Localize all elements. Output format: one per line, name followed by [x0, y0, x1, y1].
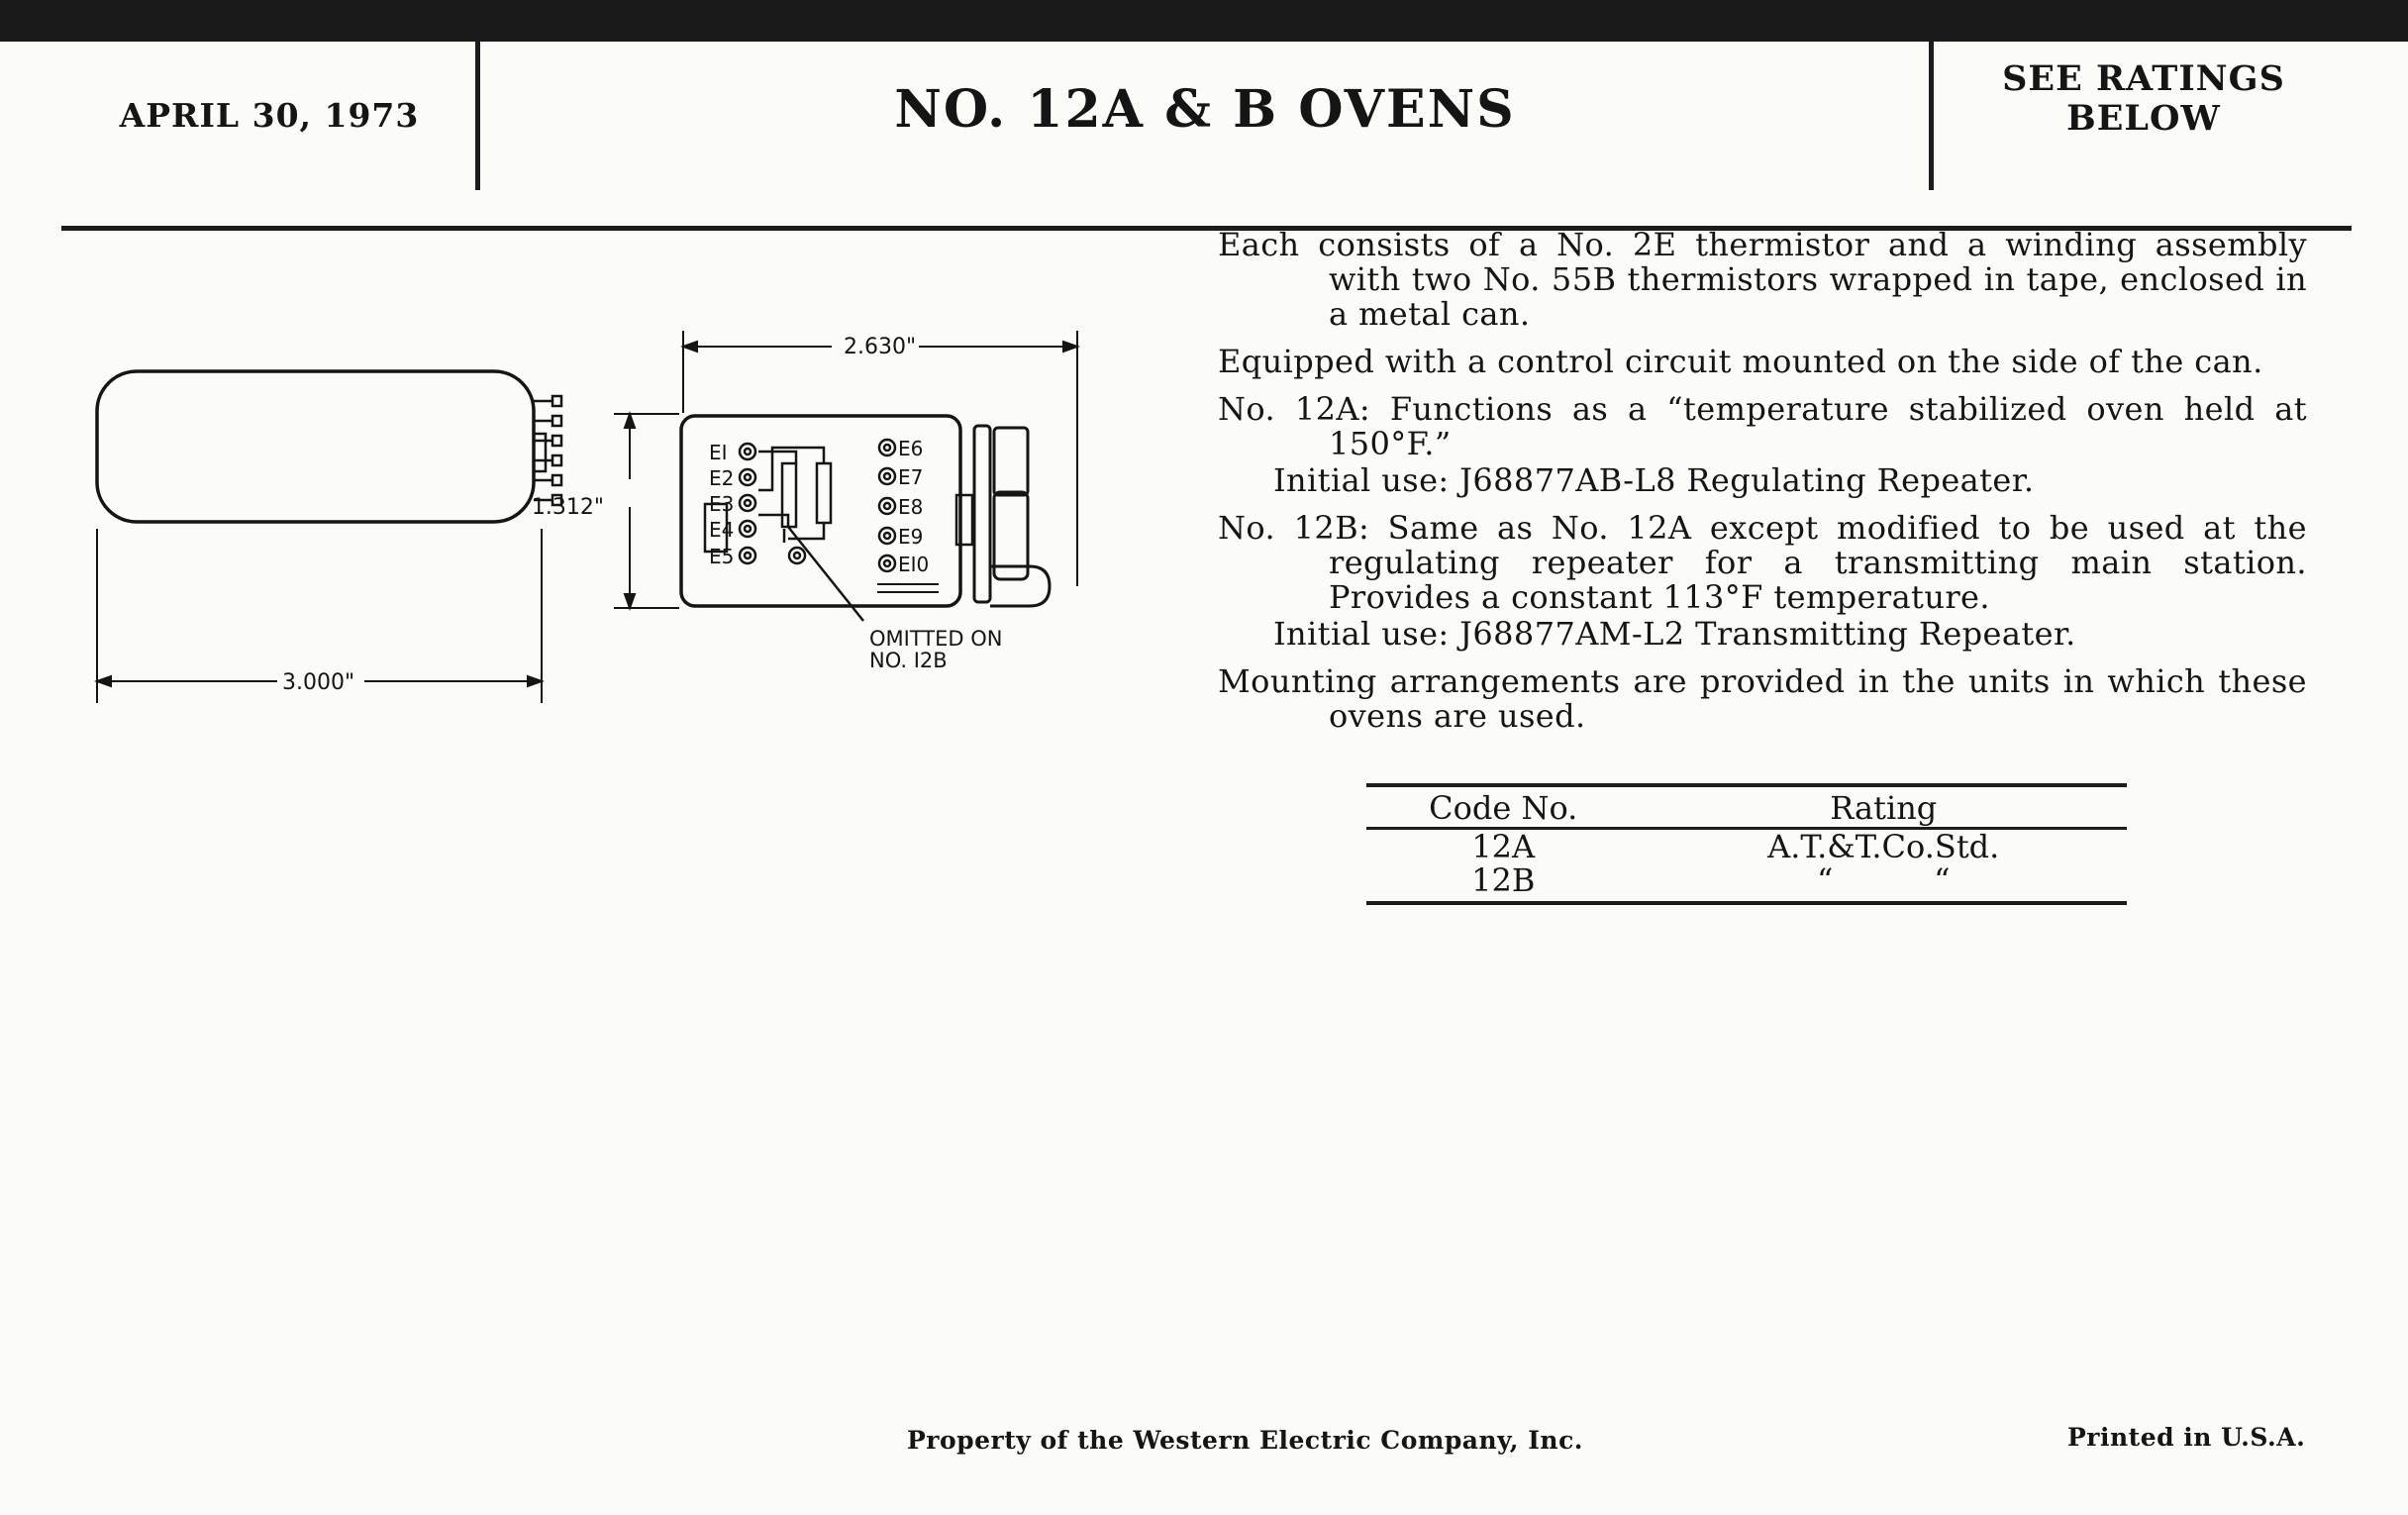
initial-use: Initial use: J68877AB-L8 Regulating Repeater.: [1273, 461, 2035, 499]
header-divider: [1929, 42, 1934, 190]
spec-sheet: [0, 42, 2408, 1515]
terminal-label: E5: [709, 545, 735, 568]
description-paragraph: Each consists of a No. 2E thermistor and a winding assembly with two No. 55B thermistors wrapped in tape, enclosed in a metal can.: [1218, 226, 2307, 333]
ratings-note-line: BELOW: [2066, 98, 2221, 139]
terminal-label: EI: [709, 441, 728, 464]
ratings-note: [1936, 59, 2352, 139]
code-cell: 12B: [1366, 863, 1640, 903]
length-label: 3.000": [282, 670, 355, 695]
issue-date: APRIL 30, 1973: [119, 96, 420, 135]
table-header-row: [1366, 785, 2127, 829]
terminal-label: E2: [709, 466, 735, 490]
terminal-label: E9: [898, 525, 924, 549]
height-label: 1.312": [531, 495, 604, 520]
column-header: Rating: [1640, 785, 2127, 829]
control-circuit: [974, 426, 1050, 606]
description-paragraph: Mounting arrangements are provided in the units in which these ovens are used.: [1218, 662, 2307, 735]
dimension-height: [614, 414, 679, 608]
terminal-label: E4: [709, 518, 735, 542]
oven-drawing: [79, 269, 1188, 715]
column-header: Code No.: [1366, 785, 1640, 829]
thermistor-assembly: [758, 448, 863, 621]
description-paragraph: No. 12A: Functions as a “temperature stabilized oven held at 150°F.”: [1218, 390, 2307, 462]
width-label: 2.630": [844, 335, 917, 359]
table-row: [1366, 863, 2127, 903]
omitted-note: NO. I2B: [869, 649, 948, 672]
description-paragraph: No. 12B: Same as No. 12A except modified to be used at the regulating repeater for a transmitting main station. Provides a constant 113°F temperature.: [1218, 509, 2307, 616]
ratings-note-line: SEE RATINGS: [2002, 58, 2285, 99]
terminal-label: E3: [709, 492, 735, 516]
rating-cell: A.T.&T.Co.Std.: [1767, 828, 2000, 865]
property-notice: Property of the Western Electric Company, Inc.: [907, 1426, 1584, 1455]
printed-notice: Printed in U.S.A.: [2067, 1423, 2306, 1452]
page-title: NO. 12A & B OVENS: [894, 79, 1516, 140]
terminal-label: EI0: [898, 553, 930, 576]
initial-use: Initial use: J68877AM-L2 Transmitting Repeater.: [1273, 615, 2076, 653]
terminal-pins: [534, 396, 561, 505]
code-cell: 12A: [1471, 828, 1536, 865]
rating-cell: “ “: [1640, 863, 2127, 903]
oven-side-view: [97, 371, 534, 522]
terminal-label: E6: [898, 437, 924, 460]
description-paragraph: Equipped with a control circuit mounted on the side of the can.: [1218, 343, 2263, 380]
description: [1218, 228, 2307, 747]
omitted-note: OMITTED ON: [869, 627, 1003, 651]
terminal-label: E8: [898, 495, 924, 519]
terminal-label: E7: [898, 465, 924, 489]
ratings-table: [1366, 783, 2127, 905]
table-row: [1366, 829, 2127, 864]
